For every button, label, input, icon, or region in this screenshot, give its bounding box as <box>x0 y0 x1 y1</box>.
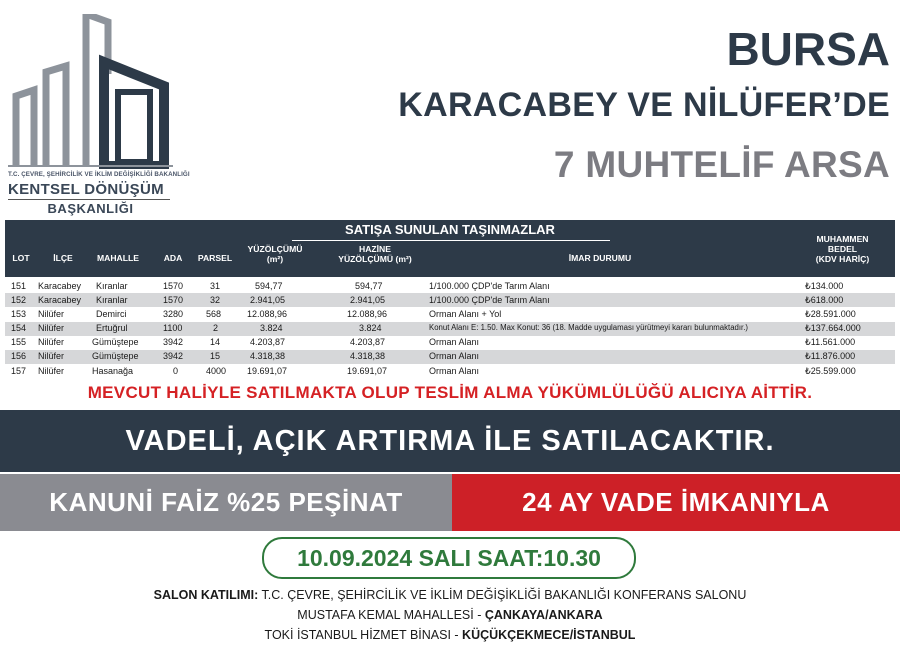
col-ada: ADA <box>163 253 183 263</box>
cell-yuzolcumu: 12.088,96 <box>247 308 288 319</box>
cell-mahalle: Kıranlar <box>96 294 128 305</box>
col-parsel: PARSEL <box>197 253 233 263</box>
col-yuzolcumu <box>243 244 307 264</box>
cell-ada: 1570 <box>163 294 184 305</box>
cell-mahalle: Kıranlar <box>96 280 128 291</box>
cell-ada: 1570 <box>163 280 184 291</box>
cell-lot: 157 <box>11 365 27 376</box>
cell-parsel: 568 <box>206 308 222 319</box>
venue-label: SALON KATILIMI: <box>153 588 259 602</box>
terms-right-banner: 24 AY VADE İMKANIYLA <box>452 474 900 531</box>
venue-line2 <box>0 608 900 622</box>
cell-hazine: 2.941,05 <box>350 294 386 305</box>
cell-yuzolcumu: 4.318,38 <box>250 351 286 362</box>
cell-yuzolcumu: 4.203,87 <box>250 337 286 348</box>
cell-hazine: 4.203,87 <box>350 337 386 348</box>
cell-ada: 0 <box>173 365 179 376</box>
cell-yuzolcumu: 594,77 <box>255 280 283 291</box>
notice-text: MEVCUT HALİYLE SATILMAKTA OLUP TESLİM ALMA YÜKÜMLÜLÜĞÜ ALICIYA AİTTİR. <box>87 383 813 402</box>
cell-parsel: 4000 <box>206 365 227 376</box>
cell-bedel: ₺28.591.000 <box>805 308 856 319</box>
building-logo-icon <box>8 14 173 169</box>
cell-lot: 156 <box>11 351 27 362</box>
cell-ilce: Nilüfer <box>38 351 65 362</box>
col-bedel <box>795 234 890 264</box>
col-hazine <box>315 244 435 264</box>
cell-hazine: 19.691,07 <box>347 365 388 376</box>
table-row <box>5 279 895 293</box>
col-yuzolcumu-label: YÜZÖLÇÜMÜ <box>247 244 303 254</box>
logo <box>8 14 190 216</box>
cell-mahalle: Ertuğrul <box>96 323 128 334</box>
col-mahalle: MAHALLE <box>96 253 139 263</box>
cell-mahalle: Gümüştepe <box>92 337 139 348</box>
cell-lot: 153 <box>11 308 27 319</box>
table-row <box>5 364 895 378</box>
cell-lot: 155 <box>11 337 27 348</box>
table-row <box>5 322 895 336</box>
table-row <box>5 307 895 321</box>
cell-parsel: 32 <box>210 294 221 305</box>
cell-yuzolcumu: 3.824 <box>260 323 283 334</box>
cell-bedel: ₺137.664.000 <box>805 323 861 334</box>
logo-ministry-text: T.C. ÇEVRE, ŞEHİRCİLİK VE İKLİM DEĞİŞİKLİĞİ BAKANLIĞI <box>8 171 190 178</box>
cell-parsel: 2 <box>213 323 219 334</box>
col-bedel-line1: MUHAMMEN <box>816 234 869 244</box>
col-bedel-line2: BEDEL <box>827 244 858 254</box>
cell-bedel: ₺134.000 <box>805 280 844 291</box>
table-row <box>5 350 895 364</box>
cell-imar: Orman Alanı <box>429 337 480 348</box>
cell-ilce: Nilüfer <box>38 308 65 319</box>
cell-mahalle: Gümüştepe <box>92 351 139 362</box>
title-count <box>554 144 890 186</box>
table-group-title: SATIŞA SUNULAN TAŞINMAZLAR <box>345 222 555 237</box>
col-hazine-label2: YÜZÖLÇÜMÜ (m²) <box>338 254 412 264</box>
logo-divider <box>8 199 170 200</box>
cell-hazine: 12.088,96 <box>347 308 388 319</box>
cell-lot: 154 <box>11 323 27 334</box>
cell-imar: Orman Alanı <box>429 351 480 362</box>
cell-parsel: 14 <box>210 337 221 348</box>
auction-date: 10.09.2024 SALI SAAT:10.30 <box>262 537 636 579</box>
cell-ilce: Karacabey <box>38 280 82 291</box>
cell-hazine: 3.824 <box>359 323 382 334</box>
cell-ilce: Karacabey <box>38 294 82 305</box>
venue-line1-text: T.C. ÇEVRE, ŞEHİRCİLİK VE İKLİM DEĞİŞİKLİĞİ BAKANLIĞI KONFERANS SALONU <box>261 588 747 602</box>
cell-parsel: 31 <box>210 280 221 291</box>
cell-ada: 3942 <box>163 351 184 362</box>
cell-ada: 3280 <box>163 308 184 319</box>
cell-bedel: ₺11.876.000 <box>805 351 856 362</box>
cell-ilce: Nilüfer <box>38 337 65 348</box>
cell-imar: 1/100.000 ÇDP'de Tarım Alanı <box>429 280 550 291</box>
venue-line1 <box>0 588 900 602</box>
logo-name-line1: KENTSEL DÖNÜŞÜM <box>8 181 164 198</box>
venue-line2-city: ÇANKAYA/ANKARA <box>484 608 603 622</box>
terms-left-banner: KANUNİ FAİZ %25 PEŞİNAT <box>0 474 452 531</box>
cell-hazine: 594,77 <box>355 280 383 291</box>
table-row <box>5 293 895 307</box>
col-lot: LOT <box>12 253 30 263</box>
title-districts: KARACABEY VE NİLÜFER’DE <box>398 86 890 124</box>
table-header <box>5 220 895 277</box>
cell-bedel: ₺11.561.000 <box>805 337 856 348</box>
cell-ada: 1100 <box>163 323 183 334</box>
cell-imar: Orman Alanı + Yol <box>429 308 502 319</box>
col-ilce: İLÇE <box>53 253 73 263</box>
cell-hazine: 4.318,38 <box>350 351 386 362</box>
title-count-text: MUHTELİF ARSA <box>585 144 890 185</box>
cell-bedel: ₺618.000 <box>805 294 844 305</box>
cell-ilce: Nilüfer <box>38 365 65 376</box>
table-row <box>5 336 895 350</box>
col-bedel-line3: (KDV HARİÇ) <box>815 254 870 264</box>
table-body <box>5 279 895 378</box>
venue-line2-text: MUSTAFA KEMAL MAHALLESİ - <box>297 608 482 622</box>
cell-ilce: Nilüfer <box>38 323 65 334</box>
cell-yuzolcumu: 19.691,07 <box>247 365 288 376</box>
cell-parsel: 15 <box>210 351 221 362</box>
cell-imar: Orman Alanı <box>429 365 480 376</box>
cell-mahalle: Hasanağa <box>92 365 134 376</box>
cell-bedel: ₺25.599.000 <box>805 365 856 376</box>
sale-method-banner: VADELİ, AÇIK ARTIRMA İLE SATILACAKTIR. <box>0 410 900 472</box>
title-city: BURSA <box>726 23 890 75</box>
cell-lot: 151 <box>11 280 27 291</box>
cell-lot: 152 <box>11 294 27 305</box>
cell-imar: Konut Alanı E: 1.50. Max Konut: 36 (18. Madde uygulaması yürütmeyi kararı bulunmaktadır.) <box>429 323 748 333</box>
col-hazine-label: HAZİNE <box>359 244 391 254</box>
cell-yuzolcumu: 2.941,05 <box>250 294 286 305</box>
logo-name-line2: BAŞKANLIĞI <box>47 201 134 216</box>
col-imar: İMAR DURUMU <box>568 253 632 263</box>
cell-mahalle: Demirci <box>96 308 127 319</box>
cell-ada: 3942 <box>163 337 184 348</box>
table-group-divider <box>292 240 610 241</box>
venue-line3-text: TOKİ İSTANBUL HİZMET BİNASI - <box>264 628 459 642</box>
title-count-number: 7 <box>553 144 575 185</box>
cell-imar: 1/100.000 ÇDP'de Tarım Alanı <box>429 294 550 305</box>
venue-line3 <box>0 628 900 642</box>
col-yuzolcumu-unit: (m²) <box>266 254 284 264</box>
venue-line3-city: KÜÇÜKÇEKMECE/İSTANBUL <box>462 628 636 642</box>
